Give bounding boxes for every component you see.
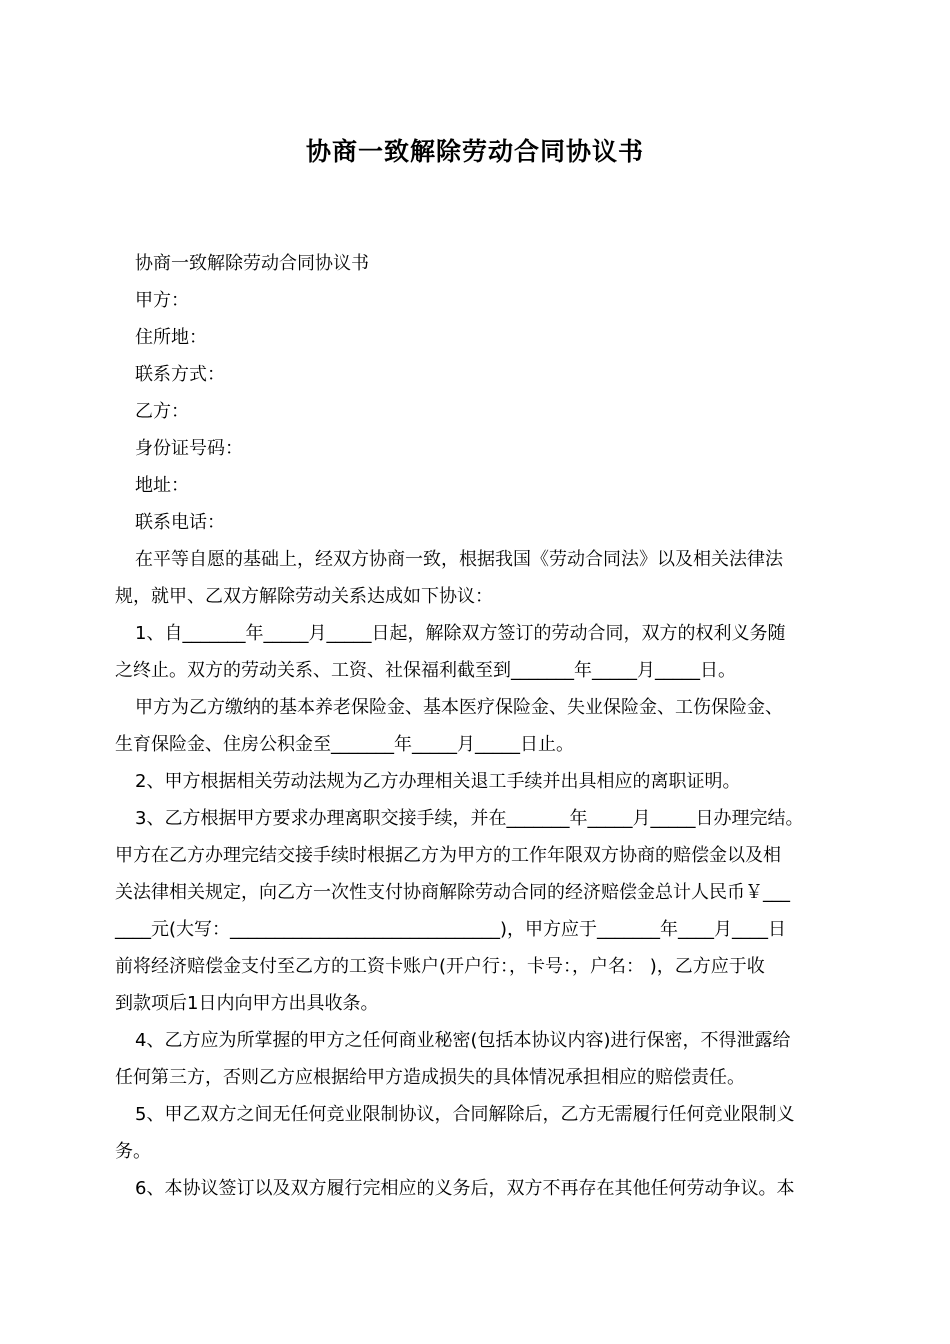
party-a-address-label: 住所地： [135,327,207,348]
clause-1-line-1: 1、自_______年_____月_____日起，解除双方签订的劳动合同，双方的权利义务随 [135,623,786,644]
body-heading: 协商一致解除劳动合同协议书 [135,253,369,274]
clause-3-line-1: 3、乙方根据甲方要求办理离职交接手续，并在_______年_____月_____日办理完结。 [135,808,804,829]
document-body [115,245,845,1207]
clause-4-line-1: 4、乙方应为所掌握的甲方之任何商业秘密(包括本协议内容)进行保密，不得泄露给 [135,1030,791,1051]
clause-1-line-3: 甲方为乙方缴纳的基本养老保险金、基本医疗保险金、失业保险金、工伤保险金、 [135,697,783,718]
clause-3-line-3: 关法律相关规定，向乙方一次性支付协商解除劳动合同的经济赔偿金总计人民币￥___ [115,882,790,903]
clause-4-line-2: 任何第三方，否则乙方应根据给甲方造成损失的具体情况承担相应的赔偿责任。 [115,1067,745,1088]
party-b-address-label: 地址： [135,475,189,496]
preamble-line-2: 规，就甲、乙双方解除劳动关系达成如下协议： [115,586,493,607]
clause-5-line-1: 5、甲乙双方之间无任何竞业限制协议，合同解除后，乙方无需履行任何竞业限制义 [135,1104,795,1125]
party-b-label: 乙方： [135,401,189,422]
clause-2-line-1: 2、甲方根据相关劳动法规为乙方办理相关退工手续并出具相应的离职证明。 [135,771,741,792]
party-a-label: 甲方： [135,290,189,311]
clause-6-line-1: 6、本协议签订以及双方履行完相应的义务后，双方不再存在其他任何劳动争议。本 [135,1178,795,1199]
clause-3-line-5: 前将经济赔偿金支付至乙方的工资卡账户(开户行：，卡号：，户名： )，乙方应于收 [115,956,765,977]
clause-3-line-2: 甲方在乙方办理完结交接手续时根据乙方为甲方的工作年限双方协商的赔偿金以及相 [115,845,781,866]
clause-5-line-2: 务。 [115,1141,151,1162]
clause-3-line-4: ____元(大写：______________________________)，甲方应于_______年____月____日 [115,919,787,940]
clause-1-line-2: 之终止。双方的劳动关系、工资、社保福利截至到_______年_____月_____日。 [115,660,736,681]
clause-1-line-4: 生育保险金、住房公积金至_______年_____月_____日止。 [115,734,574,755]
party-a-contact-label: 联系方式： [135,364,225,385]
party-b-id-label: 身份证号码： [135,438,243,459]
document-title: 协商一致解除劳动合同协议书 [305,137,644,166]
preamble-line-1: 在平等自愿的基础上，经双方协商一致，根据我国《劳动合同法》以及相关法律法 [135,549,783,570]
clause-3-line-6: 到款项后1日内向甲方出具收条。 [115,993,379,1014]
party-b-phone-label: 联系电话： [135,512,225,533]
